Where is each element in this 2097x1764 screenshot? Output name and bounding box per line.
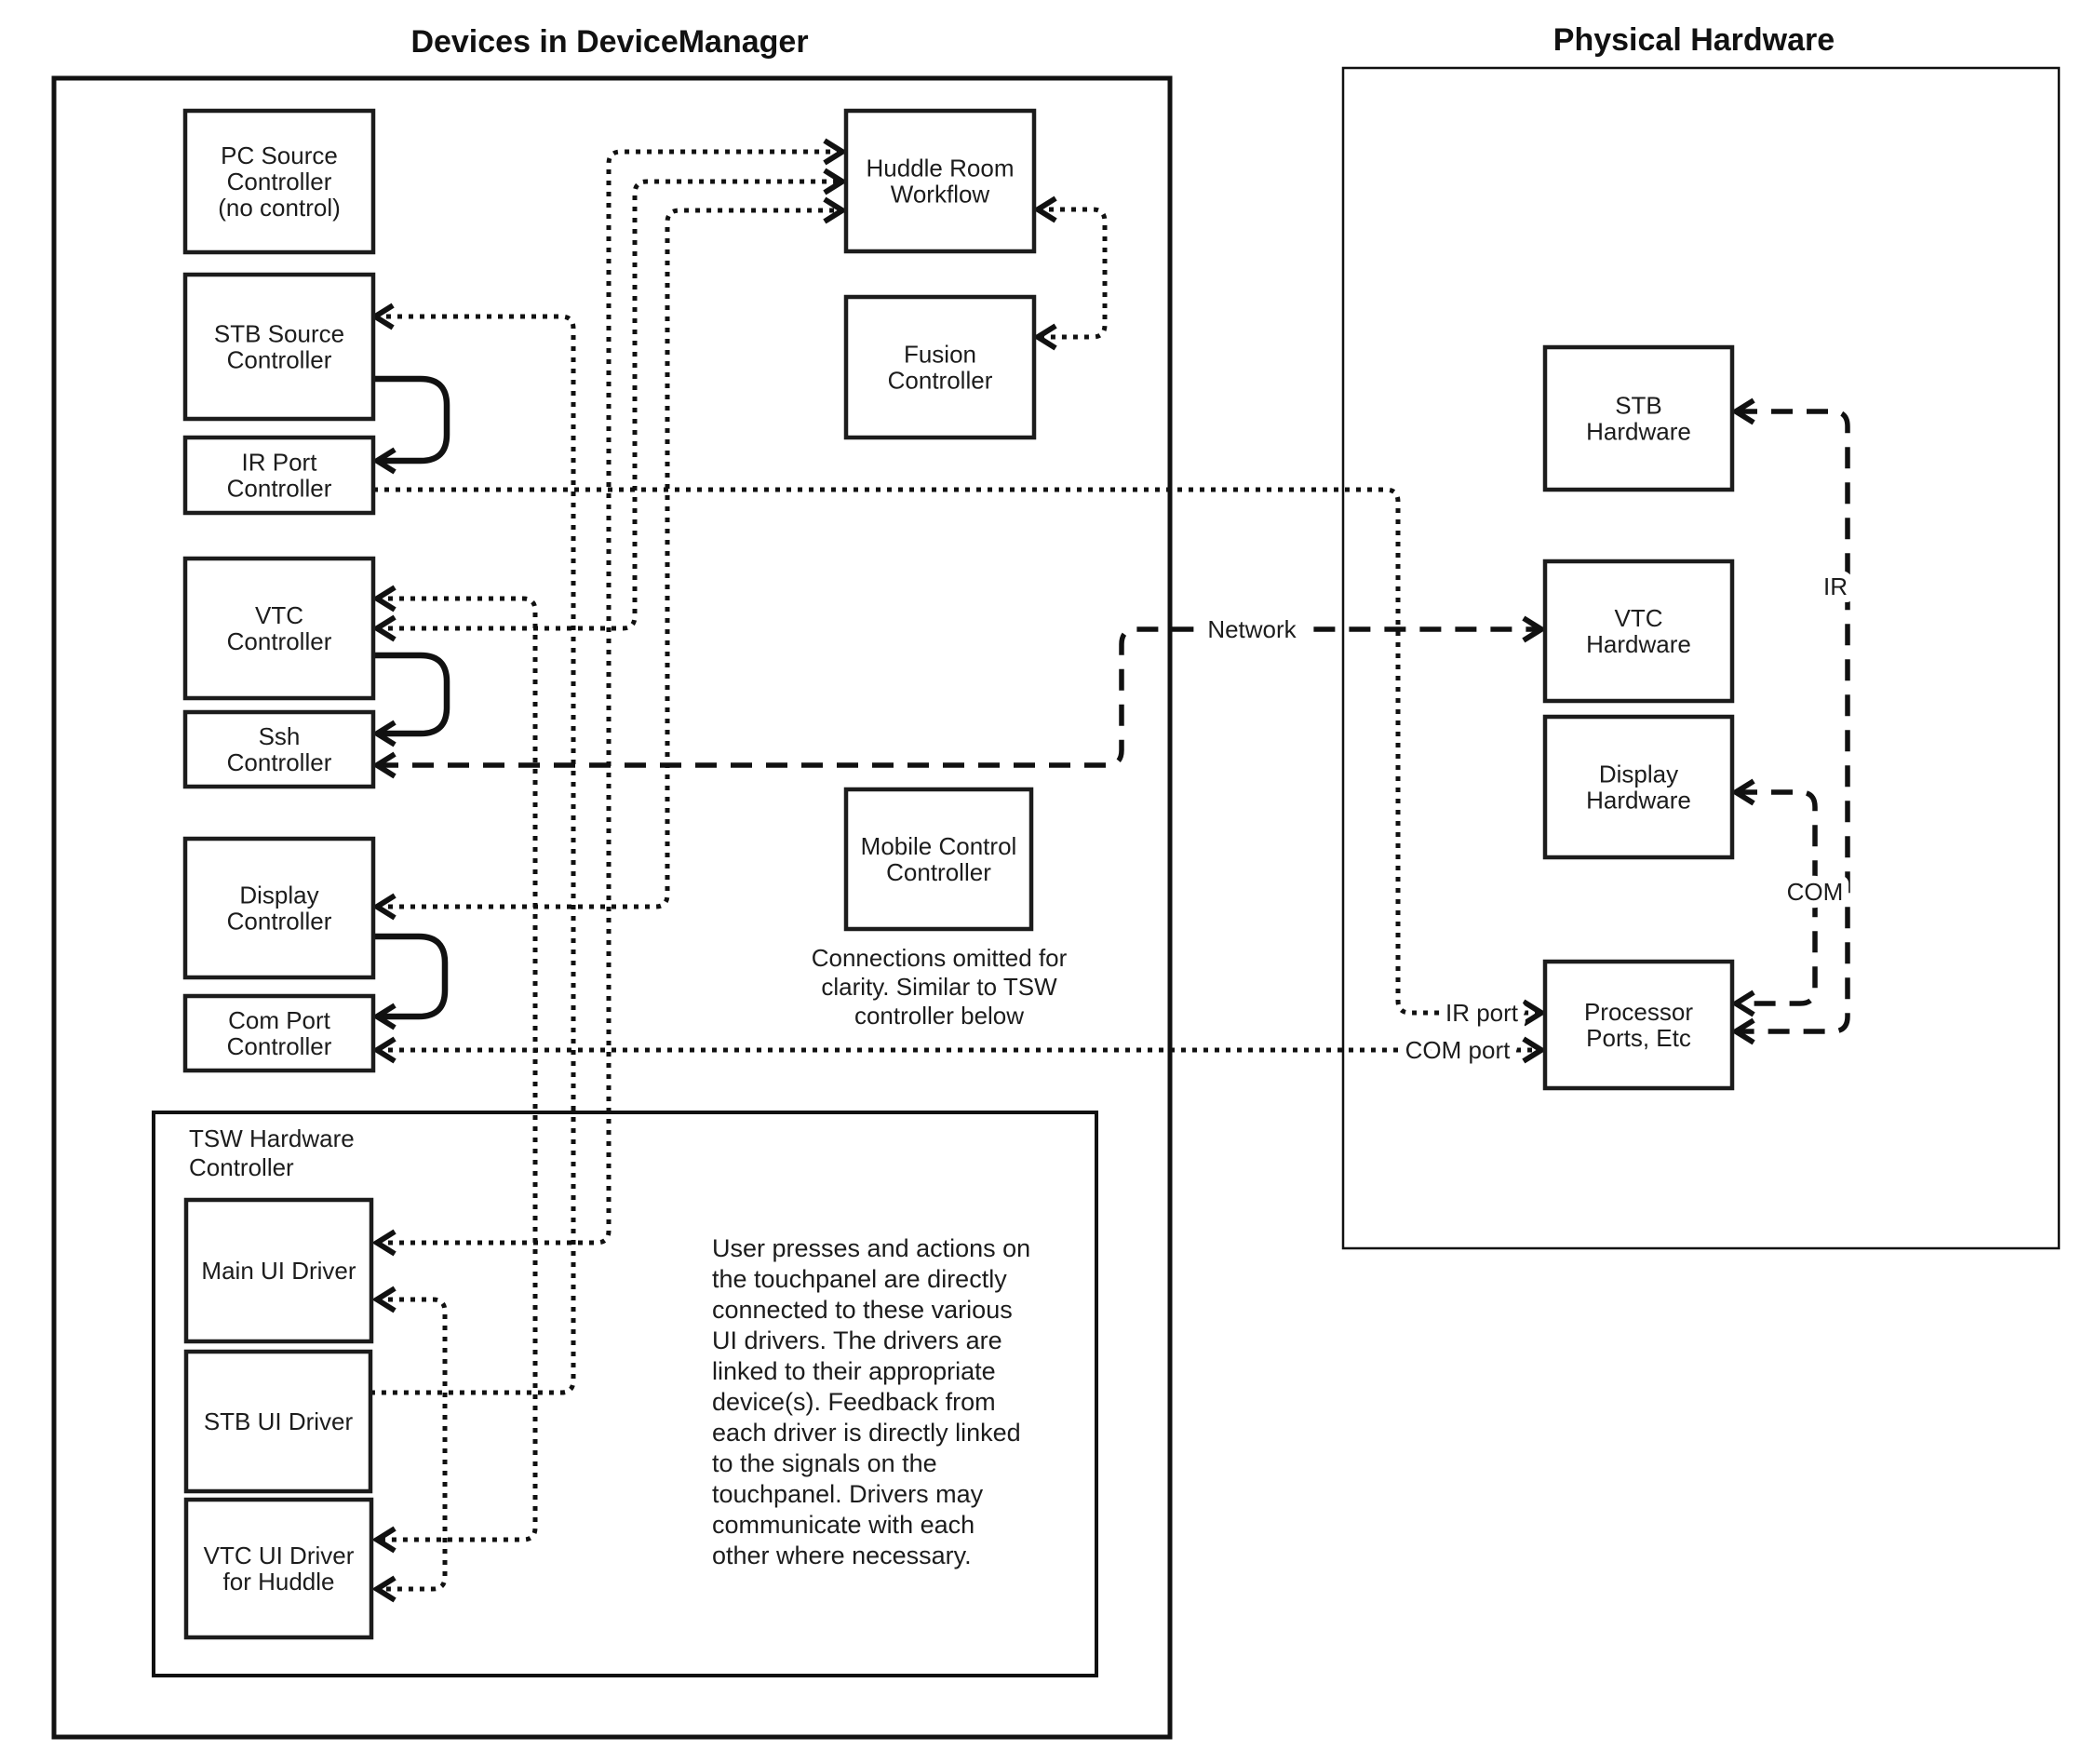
pc-source-controller-label: PC Source Controller (no control) <box>218 141 341 222</box>
huddle-room-workflow <box>846 111 1034 251</box>
display-hardware <box>1545 717 1732 857</box>
vtc-ui-driver <box>186 1500 371 1637</box>
vtc-controller <box>185 559 373 698</box>
main-ui-driver <box>186 1200 371 1341</box>
processor-ports-label: Processor Ports, Etc <box>1583 998 1694 1052</box>
processor-ports <box>1545 962 1732 1088</box>
left-group-title: Devices in DeviceManager <box>410 24 809 60</box>
tsw-group-label: TSW Hardware Controller <box>189 1124 355 1181</box>
com-port-controller <box>185 996 373 1071</box>
ir-port-controller <box>185 438 373 513</box>
display-controller <box>185 839 373 977</box>
ir-port-controller-label: IR Port Controller <box>226 448 332 503</box>
ssh-network-to-vtc-hw <box>377 629 1541 765</box>
main-ui-to-vtc-ui <box>377 1299 445 1589</box>
mobile-control-note: Connections omitted for clarity. Similar to TSW controller below <box>811 944 1068 1030</box>
stb-ui-driver <box>186 1352 370 1491</box>
vtc-hardware <box>1545 561 1732 701</box>
vtc-controller-label: VTC Controller <box>226 601 332 655</box>
display-to-com-port <box>373 936 445 1017</box>
stb-hardware <box>1545 347 1732 490</box>
huddle-to-fusion <box>1038 209 1105 337</box>
mobile-control-controller-label: Mobile Control Controller <box>860 832 1017 886</box>
stb-source-to-ir-port <box>373 379 447 461</box>
com-port-controller-label: Com Port Controller <box>226 1006 332 1060</box>
tsw-note: User presses and actions on the touchpanel are directly connected to these various UI drivers. The drivers are linked to their appropriate device(s). Feedback from each driver is directly linked to the signals on the touchpanel. Drivers may communicate with each other where necessary. <box>712 1234 1031 1569</box>
fusion-controller-label: Fusion Controller <box>887 340 993 395</box>
main-ui-driver-label: Main UI Driver <box>201 1257 356 1285</box>
huddle-room-workflow-label: Huddle Room Workflow <box>866 154 1015 209</box>
pc-source-controller <box>185 111 373 252</box>
vtc-ui-driver-label: VTC UI Driver for Huddle <box>203 1542 355 1596</box>
display-controller-label: Display Controller <box>226 881 332 936</box>
ir-port-to-processor <box>373 490 1541 1013</box>
vtc-controller-to-vtc-ui <box>377 599 535 1540</box>
vtc-hardware-label: VTC Hardware <box>1586 604 1691 658</box>
fusion-controller <box>846 297 1034 438</box>
stb-ui-driver-label: STB UI Driver <box>203 1407 354 1435</box>
display-hardware-label: Display Hardware <box>1586 760 1691 815</box>
vtc-to-ssh <box>373 655 447 734</box>
ir-port-label: IR port <box>1445 999 1519 1027</box>
stb-hardware-label: STB Hardware <box>1586 391 1691 446</box>
stb-source-to-stb-ui <box>372 316 573 1393</box>
ir-stb-hw-to-processor <box>1736 411 1848 1031</box>
ir-label: IR <box>1823 572 1848 600</box>
com-port-label: COM port <box>1405 1036 1511 1064</box>
stb-source-controller-label: STB Source Controller <box>213 319 345 374</box>
network-label: Network <box>1207 615 1297 643</box>
right-group-title: Physical Hardware <box>1553 22 1835 58</box>
stb-source-controller <box>185 275 373 419</box>
ssh-controller-label: Ssh Controller <box>226 722 332 776</box>
com-label: COM <box>1786 878 1844 906</box>
ssh-controller <box>185 712 373 787</box>
mobile-control-controller <box>846 789 1031 929</box>
